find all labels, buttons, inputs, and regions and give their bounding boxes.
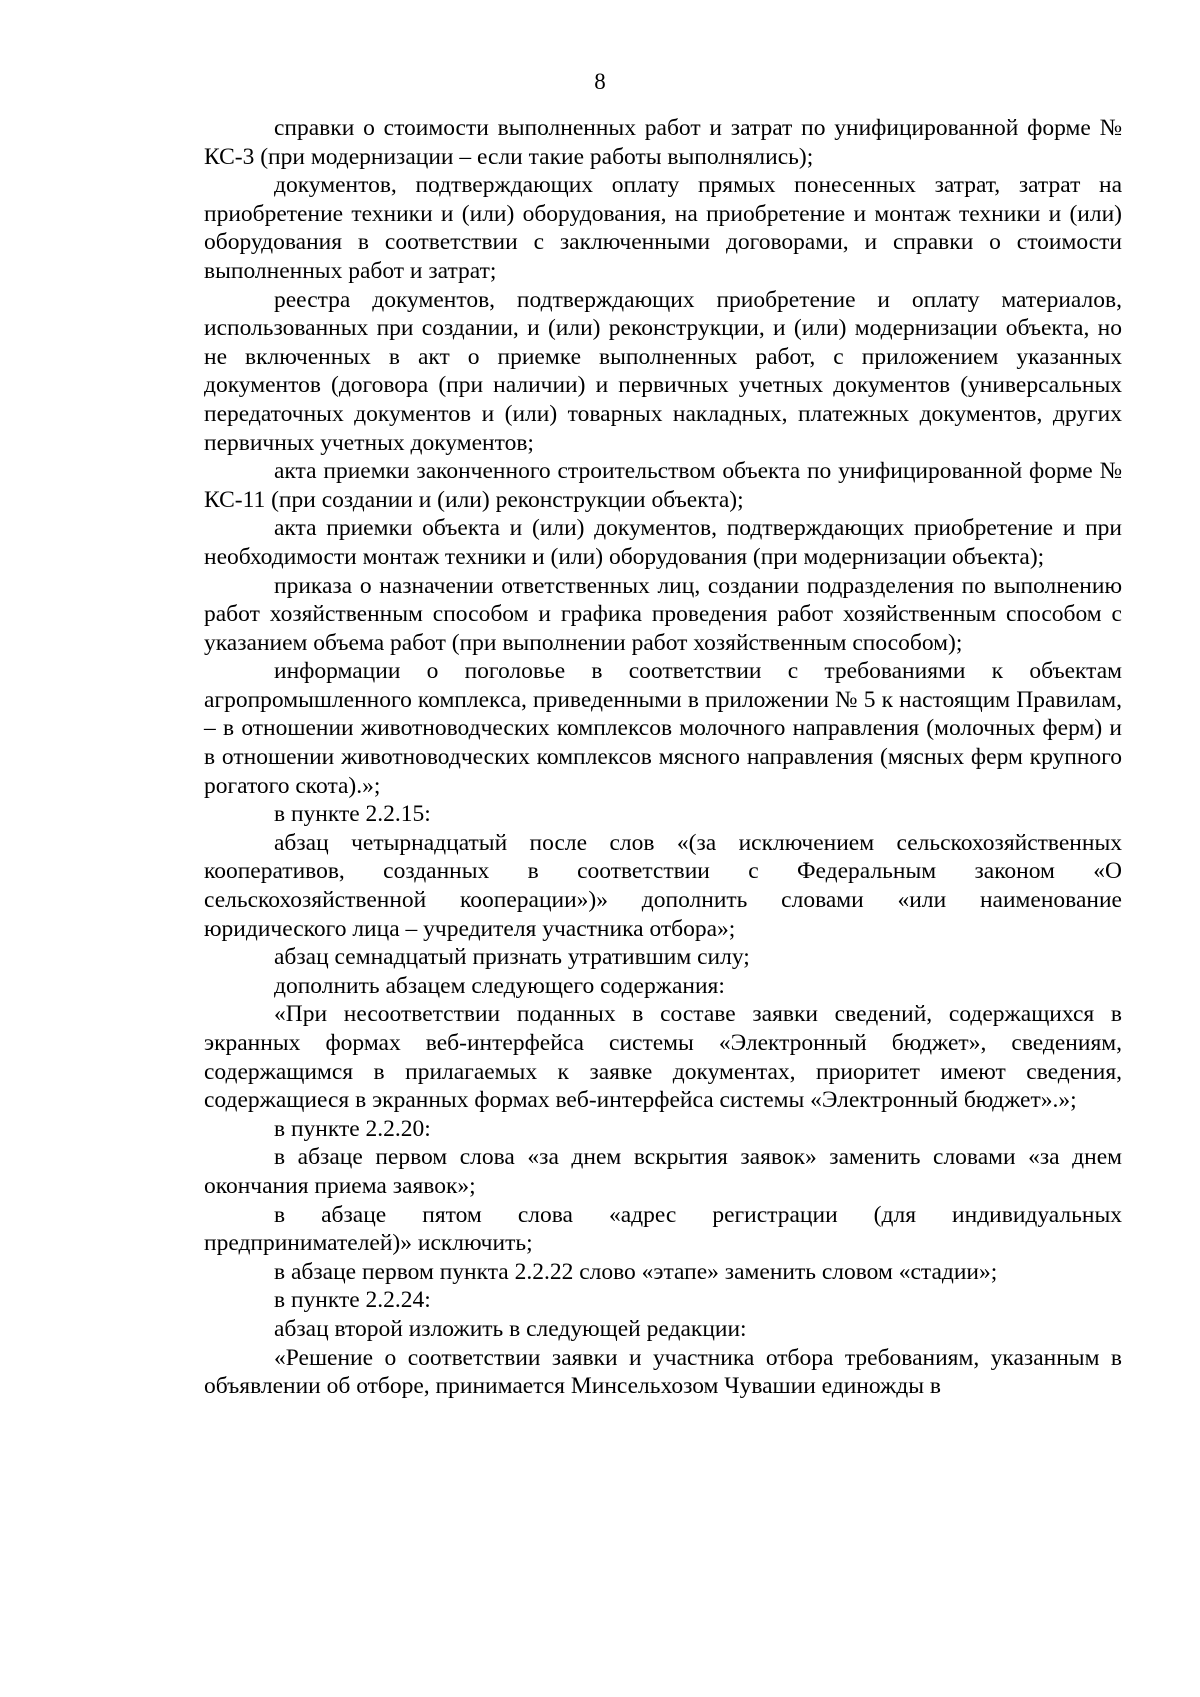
paragraph: акта приемки законченного строительством объекта по унифицированной форме № КС-11 (при создании и (или) реконструкции объекта); (204, 458, 1122, 513)
paragraph: документов, подтверждающих оплату прямых понесенных затрат, затрат на приобретение техники и (или) оборудования, на приобретение и монтаж техники и (или) оборудования в соответствии с заключенными договорами, и справки о стоимости выполненных работ и затрат; (204, 172, 1122, 284)
paragraph: информации о поголовье в соответствии с требованиями к объектам агропромышленного комплекса, приведенными в приложении № 5 к настоящим Правилам, – в отношении животноводческих комплексов молочного направления (молочных ферм) и в отношении животноводческих комплексов мясного направления (мясных ферм крупного рогатого скота).»; (204, 658, 1122, 799)
paragraph: «Решение о соответствии заявки и участника отбора требованиям, указанным в объявлении об отборе, принимается Минсельхозом Чувашии единожды в (204, 1344, 1122, 1400)
paragraph: абзац семнадцатый признать утратившим силу; (274, 944, 750, 971)
paragraph: «При несоответствии поданных в составе заявки сведений, содержащихся в экранных формах веб-интерфейса системы «Электронный бюджет», сведениям, содержащимся в прилагаемых к заявке документах, приоритет имеют сведения, содержащиеся в экранных формах веб-интерфейса системы «Электронный бюджет».»; (204, 1001, 1122, 1114)
paragraph: в абзаце первом слова «за днем вскрытия заявок» заменить словами «за днем окончания приема заявок»; (204, 1144, 1122, 1199)
paragraph: справки о стоимости выполненных работ и затрат по унифицированной форме № КС-3 (при модернизации – если такие работы выполнялись); (204, 115, 1122, 170)
paragraph: абзац четырнадцатый после слов «(за исключением сельскохозяйственных кооперативов, созданных в соответствии с Федеральным законом «О сельскохозяйственной кооперации»)» дополнить словами «или наименование юридического лица – учредителя участника отбора»; (204, 829, 1122, 942)
paragraph: дополнить абзацем следующего содержания: (274, 972, 725, 999)
paragraph: реестра документов, подтверждающих приобретение и оплату материалов, использованных при создании, и (или) реконструкции, и (или) модернизации объекта, но не включенных в акт о приемке выполненных работ, с приложением указанных документов (договора (при наличии) и первичных учетных документов (универсальных передаточных документов и (или) товарных накладных, платежных документов, других первичных учетных документов; (204, 286, 1122, 456)
paragraph: приказа о назначении ответственных лиц, создании подразделения по выполнению работ хозяйственным способом и графика проведения работ хозяйственным способом с указанием объема работ (при выполнении работ хозяйственным способом); (204, 572, 1122, 656)
paragraph: акта приемки объекта и (или) документов, подтверждающих приобретение и при необходимости монтаж техники и (или) оборудования (при модернизации объекта); (204, 515, 1122, 570)
paragraph: в пункте 2.2.24: (274, 1287, 431, 1314)
paragraph: абзац второй изложить в следующей редакции: (274, 1315, 747, 1342)
paragraph: в абзаце пятом слова «адрес регистрации (для индивидуальных предпринимателей)» исключить; (204, 1201, 1122, 1257)
page-number: 8 (594, 69, 606, 94)
paragraph: в абзаце первом пункта 2.2.22 слово «этапе» заменить словом «стадии»; (274, 1258, 998, 1285)
paragraph: в пункте 2.2.15: (274, 801, 431, 828)
paragraph: в пункте 2.2.20: (274, 1115, 431, 1142)
document-body (204, 114, 1122, 1401)
